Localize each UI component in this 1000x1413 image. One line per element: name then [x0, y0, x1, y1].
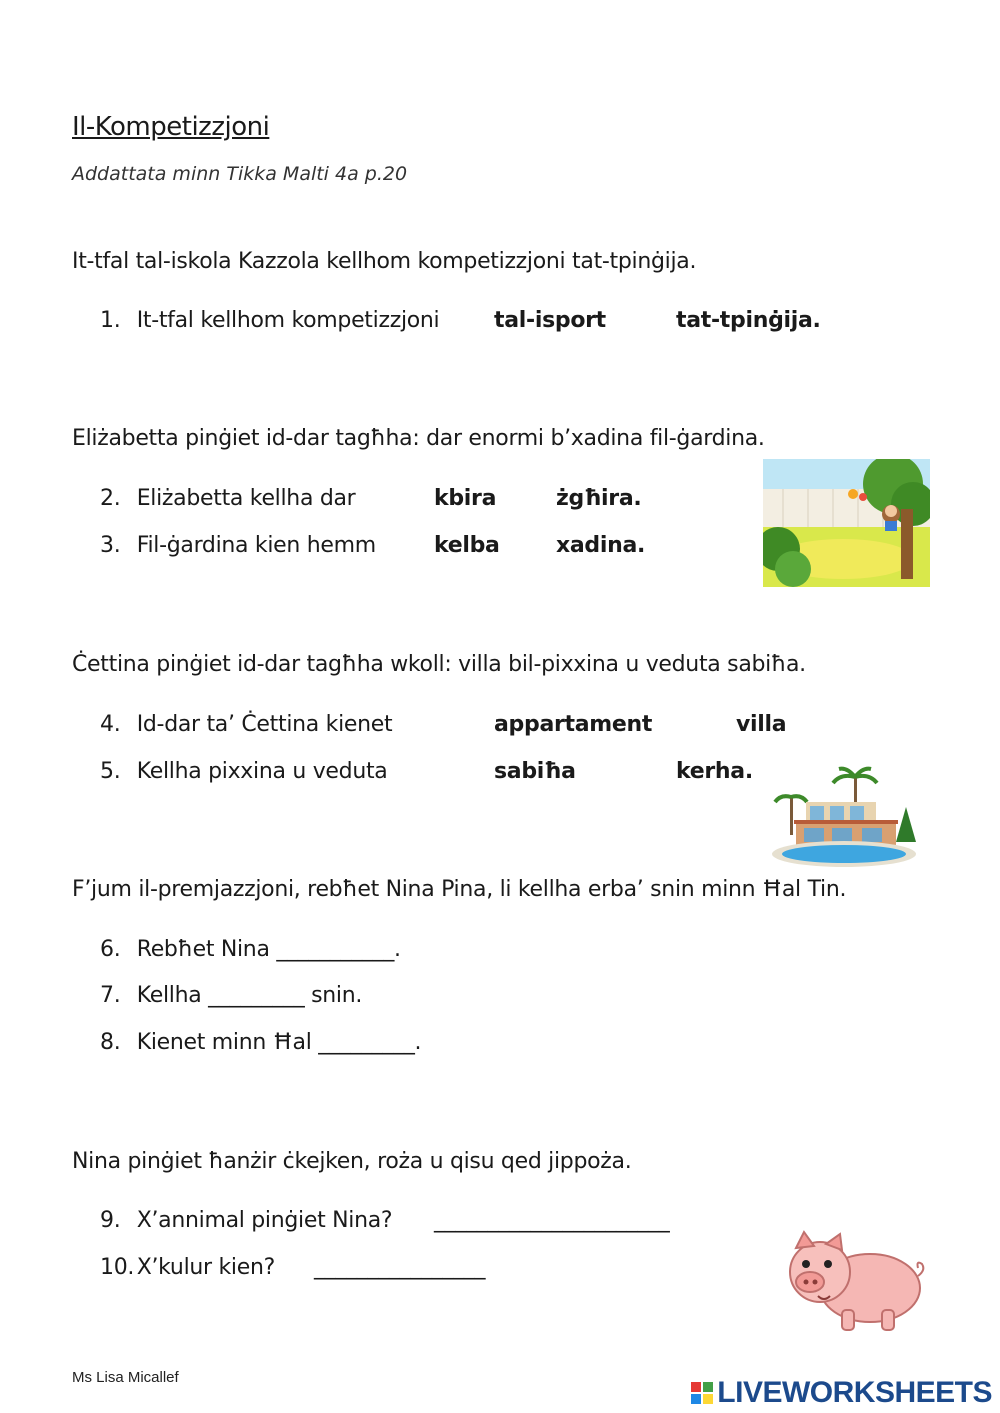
question-text: X’kulur kien? [136, 1255, 275, 1280]
question-9 [100, 1208, 392, 1233]
question-7 [100, 983, 362, 1008]
paragraph-2: Eliżabetta pinġiet id-dar tagħha: dar enormi b’xadina fil-ġardina. [72, 426, 765, 451]
pink-pig-image [782, 1230, 927, 1336]
question-10 [100, 1255, 275, 1280]
option-kelba[interactable]: kelba [434, 533, 500, 558]
question-5 [100, 759, 387, 784]
option-appartament[interactable]: appartament [494, 712, 653, 737]
question-text[interactable]: Rebħet Nina ___________. [136, 937, 401, 962]
question-number: 8. [100, 1030, 121, 1055]
question-number: 7. [100, 983, 121, 1008]
logo-icon [691, 1382, 713, 1404]
question-number: 5. [100, 759, 121, 784]
question-number: 6. [100, 937, 121, 962]
question-text: It-tfal kellhom kompetizzjoni [136, 308, 440, 333]
question-number: 9. [100, 1208, 121, 1233]
option-tal-isport[interactable]: tal-isport [494, 308, 606, 333]
question-text[interactable]: Kellha _________ snin. [136, 983, 363, 1008]
question-number: 10. [100, 1255, 135, 1280]
question-number: 3. [100, 533, 121, 558]
page-title: Il-Kompetizzjoni [72, 112, 270, 142]
villa-pool-image [766, 762, 931, 868]
garden-monkey-image [763, 459, 930, 587]
logo-text: LIVEWORKSHEETS [717, 1376, 992, 1409]
option-zghira[interactable]: żgħira. [556, 486, 642, 511]
question-text: Eliżabetta kellha dar [136, 486, 356, 511]
question-number: 4. [100, 712, 121, 737]
question-number: 1. [100, 308, 121, 333]
paragraph-5: Nina pinġiet ħanżir ċkejken, roża u qisu qed jippoża. [72, 1149, 632, 1174]
paragraph-1: It-tfal tal-iskola Kazzola kellhom kompetizzjoni tat-tpinġija. [72, 249, 697, 274]
paragraph-3: Ċettina pinġiet id-dar tagħha wkoll: villa bil-pixxina u veduta sabiħa. [72, 652, 806, 677]
page-subtitle: Addattata minn Tikka Malti 4a p.20 [72, 163, 408, 185]
option-xadina[interactable]: xadina. [556, 533, 646, 558]
question-2 [100, 486, 355, 511]
question-text: Kellha pixxina u veduta [136, 759, 388, 784]
option-sabiha[interactable]: sabiħa [494, 759, 576, 784]
question-1 [100, 308, 439, 333]
question-text: X’annimal pinġiet Nina? [136, 1208, 393, 1233]
footer-author: Ms Lisa Micallef [72, 1369, 179, 1386]
question-text[interactable]: Kienet minn Ħal _________. [136, 1030, 422, 1055]
option-tat-tpingija[interactable]: tat-tpinġija. [676, 308, 821, 333]
option-kerha[interactable]: kerha. [676, 759, 753, 784]
option-villa[interactable]: villa [736, 712, 787, 737]
question-text: Fil-ġardina kien hemm [136, 533, 376, 558]
question-4 [100, 712, 392, 737]
question-3 [100, 533, 376, 558]
answer-blank-10[interactable]: ________________ [314, 1255, 486, 1280]
question-6 [100, 937, 401, 962]
option-kbira[interactable]: kbira [434, 486, 497, 511]
paragraph-4: F’jum il-premjazzjoni, rebħet Nina Pina, li kellha erba’ snin minn Ħal Tin. [72, 877, 847, 902]
question-text: Id-dar ta’ Ċettina kienet [136, 712, 393, 737]
liveworksheets-logo[interactable] [691, 1376, 992, 1410]
question-number: 2. [100, 486, 121, 511]
question-8 [100, 1030, 421, 1055]
answer-blank-9[interactable]: ______________________ [434, 1208, 670, 1233]
